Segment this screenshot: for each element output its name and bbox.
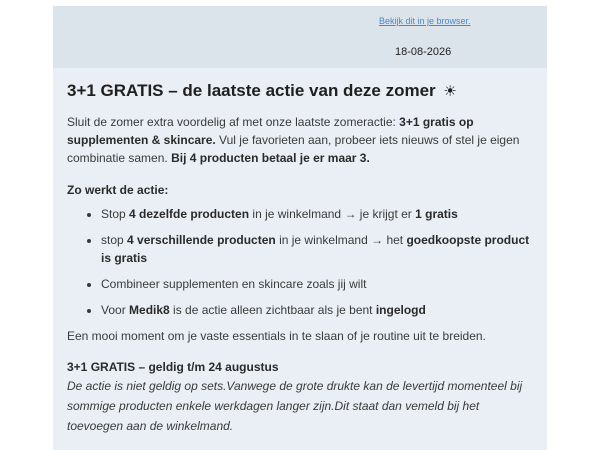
how-it-works-heading: Zo werkt de actie: — [67, 183, 169, 197]
view-in-browser-link[interactable]: Bekijk dit in je browser. — [379, 16, 471, 26]
email-date: 18-08-2026 — [395, 46, 452, 58]
how-it-works-list — [67, 205, 535, 319]
list-item-bold: 4 dezelfde producten — [129, 207, 250, 221]
email-title — [67, 80, 535, 103]
list-item — [101, 275, 535, 293]
intro-paragraph — [67, 113, 535, 167]
validity-note: De actie is niet geldig op sets.Vanwege de grote drukte kan de levertijd momenteel bij sommige producten enkele werkdagen langer zijn.Dit staat dan vemeld bij het toevoegen aan de winkelmand. — [67, 379, 523, 433]
list-item-text: stop — [101, 233, 128, 247]
list-item-bold: 4 verschillende producten — [127, 233, 276, 247]
list-item-bold: Medik8 — [129, 303, 170, 317]
list-item — [101, 301, 535, 319]
list-item-text: is de actie alleen zichtbaar als je bent — [169, 303, 376, 317]
email-content — [53, 68, 547, 436]
list-item — [101, 231, 535, 267]
list-item-text: Stop — [101, 207, 130, 221]
intro-text-1: Sluit de zomer extra voordelig af met onze laatste zomeractie: — [67, 115, 400, 129]
email-header — [53, 6, 547, 68]
sun-icon: ☀ — [443, 83, 457, 100]
list-item-text: in je winkelmand → je krijgt er — [249, 207, 416, 221]
intro-bold-2: Bij 4 producten betaal je er maar 3. — [171, 151, 370, 165]
validity-title: 3+1 GRATIS – geldig t/m 24 augustus — [67, 360, 279, 374]
outro-paragraph: Een mooi moment om je vaste essentials in te slaan of je routine uit te breiden. — [67, 329, 486, 343]
list-item-text: Combineer supplementen en skincare zoals jij wilt — [101, 277, 367, 291]
list-item-text: in je winkelmand → het — [275, 233, 407, 247]
intro-bold-1: 3+1 gratis op supplementen & skincare. — [67, 115, 474, 147]
list-item-bold: goedkoopste product is gratis — [101, 233, 530, 265]
list-item-text: Voor — [101, 303, 130, 317]
email-body — [53, 6, 547, 450]
list-item — [101, 205, 535, 223]
intro-text-2: Vul je favorieten aan, probeer iets nieuws of stel je eigen combinatie samen. — [67, 133, 520, 165]
list-item-bold: ingelogd — [375, 303, 426, 317]
list-item-bold: 1 gratis — [415, 207, 458, 221]
email-title-text: 3+1 GRATIS – de laatste actie van deze zomer — [67, 81, 436, 100]
